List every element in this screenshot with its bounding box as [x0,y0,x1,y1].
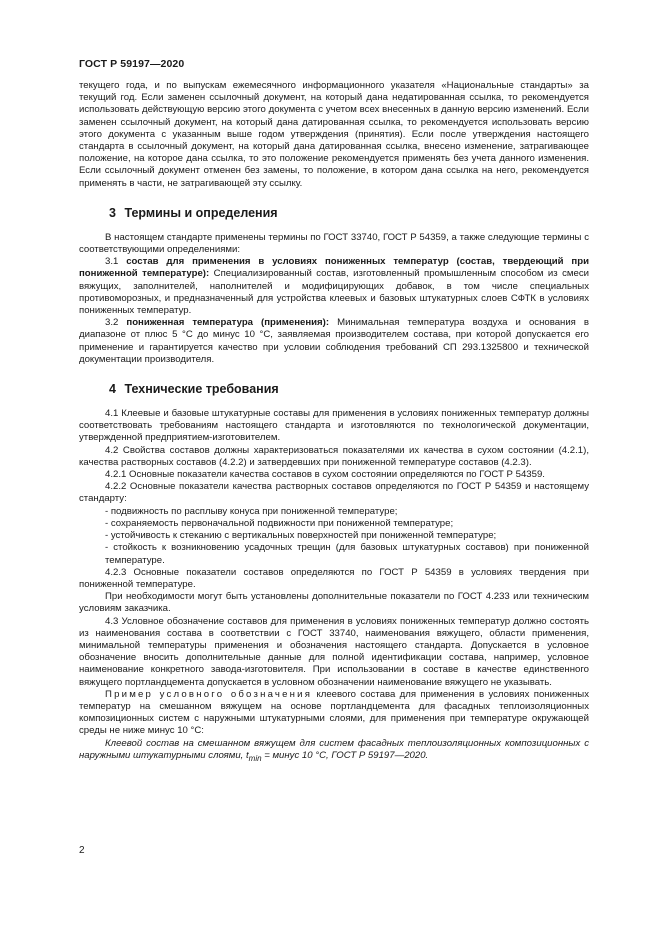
section-4-title: Технические требования [124,382,279,397]
example-designation [79,738,589,765]
example-designation-tail: = минус 10 °С, ГОСТ Р 59197—2020. [261,749,429,761]
section-4-heading [109,382,589,396]
section-3-heading [109,206,589,220]
example-text: клеевого состава для применения в условиях пониженных температур на смешанном вяжущем на основе портландцемента для фасадных теплоизоляционных композиционных систем с наружными штукатурными слоями, для применения при температуре окружающей среды не ниже минус 10 °С: [79,688,589,737]
term-3-2-name: пониженная температура (применения): [126,317,330,329]
list-item: - устойчивость к стеканию с вертикальных поверхностей при пониженной температуре; [105,530,497,542]
term-3-1 [79,256,589,317]
term-3-1-definition: Специализированный состав, изготовленный промышленным способом из смеси вяжущих, заполнителей, наполнителей и модифицирующих добавок, в том числе специальных противоморозных, и предназначенный для устройства клеевых и базовых штукатурных слоев СФТК в условиях пониженных температур. [79,268,589,317]
term-3-2-definition: Минимальная температура воздуха и основания в диапазоне от плюс 5 °С до минус 10 °С, заявляемая производителем состава, при которой допускается его применение и гарантируется качество при условии соблюдения требований СП 293.1325800 и технической документации производителя. [79,317,590,365]
clause-4-3: 4.3 Условное обозначение составов для применения в условиях пониженных температур должно состоять из наименования состава в соответствии с ГОСТ 33740, наименования вяжущего, области применения, минимальной температуры применения и обозначения настоящего стандарта. Допускается в условное обозначение вносить дополнительные данные для полной идентификации состава, например, условное наименование конкретного завода-изготовителя. При использовании в составе в качестве единственного вяжущего портландцемента допускается в условном обозначении наименование вяжущего не указывать. [79,615,589,688]
example-subscript: min [248,753,262,763]
example-label: Пример условного обозначения [105,688,313,700]
additional-indicators-note: При необходимости могут быть установлены дополнительные показатели по ГОСТ 4.233 или техническим условиям заказчика. [79,591,589,615]
clause-4-2: 4.2 Свойства составов должны характеризоваться показателями их качества в сухом состоянии (4.2.1), качества растворных составов (4.2.2) и затвердевших при пониженной температуре составов (4.2.3). [79,444,589,468]
term-3-1-name: состав для применения в условиях пониженных температур (состав, твердеющий при пониженной температуре): [79,256,589,280]
document-header: ГОСТ Р 59197—2020 [79,58,185,70]
term-3-2-number: 3.2 [105,317,119,329]
term-3-1-number: 3.1 [105,256,119,268]
term-3-2 [79,317,589,366]
section-3-title: Термины и определения [124,205,278,220]
page-content [79,80,589,765]
clause-4-2-1: 4.2.1 Основные показатели качества составов в сухом состоянии определяются по ГОСТ Р 54359. [105,469,545,481]
intro-paragraph: текущего года, и по выпускам ежемесячного информационного указателя «Национальные стандарты» за текущий год. Если заменен ссылочный документ, на который дана недатированная ссылка, то рекомендуется использовать действующую версию этого документа с учетом всех внесенных в данную версию изменений. Если заменен ссылочный документ, на который дана датированная ссылка, то рекомендуется использовать версию этого документа с указанным выше годом утверждения (принятия). Если после утверждения настоящего стандарта в ссылочный документ, на который дана датированная ссылка, внесено изменение, затрагивающее положение, на которое дана ссылка, то это положение рекомендуется применять без учета данного изменения. Если ссылочный документ отменен без замены, то положение, в котором дана ссылка на него, рекомендуется применять в части, не затрагивающей эту ссылку. [79,80,589,189]
section-4-number: 4 [109,382,116,397]
example-designation-text: Клеевой состав на смешанном вяжущем для систем фасадных теплоизоляционных композиционных с наружными штукатурными слоями, t [79,737,589,761]
list-item: - сохраняемость первоначальной подвижности при пониженной температуре; [105,517,454,529]
page-number: 2 [79,845,85,856]
clause-4-1: 4.1 Клеевые и базовые штукатурные составы для применения в условиях пониженных температур должны соответствовать требованиям настоящего стандарта и изготовляются по технологической документации, утвержденной предприятием-изготовителем. [79,408,589,444]
clause-4-2-3: 4.2.3 Основные показатели составов определяются по ГОСТ Р 54359 в условиях твердения при пониженной температуре. [79,566,589,590]
section-3-intro: В настоящем стандарте применены термины по ГОСТ 33740, ГОСТ Р 54359, а также следующие термины с соответствующими определениями: [79,231,589,256]
list-item: - подвижность по расплыву конуса при пониженной температуре; [105,505,398,517]
section-3-number: 3 [109,205,116,220]
list-item: - стойкость к возникновению усадочных трещин (для базовых штукатурных составов) при пониженной температуре. [105,542,589,566]
clause-4-2-2: 4.2.2 Основные показатели качества растворных составов определяются по ГОСТ Р 54359 и настоящему стандарту: [79,481,589,505]
designation-example [79,689,589,738]
